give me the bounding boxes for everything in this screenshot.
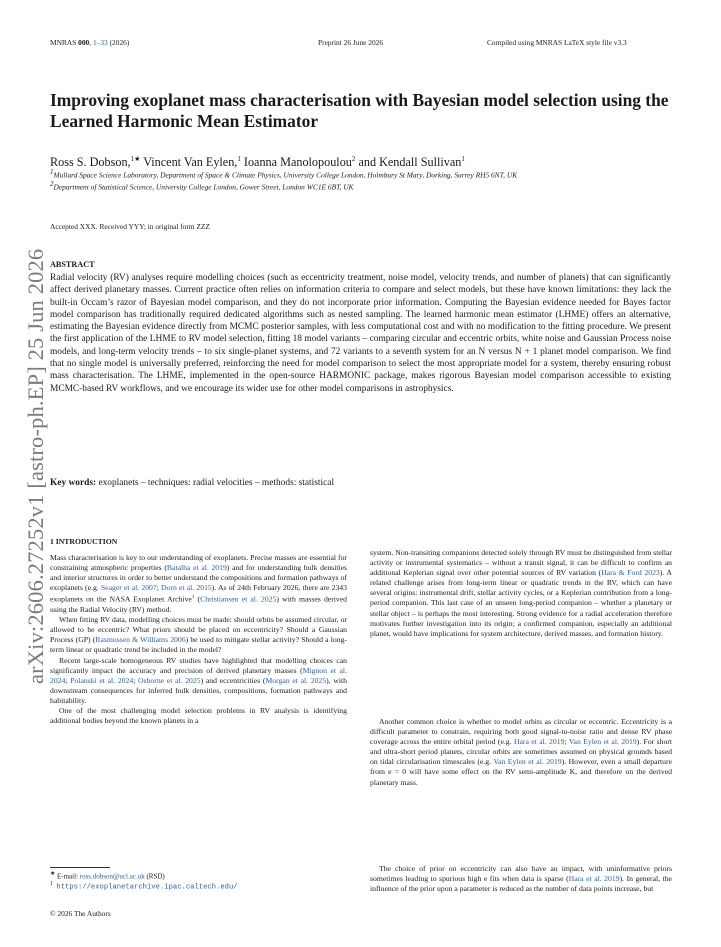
footnote-number: 1 — [50, 881, 53, 887]
citation-link[interactable]: Dorn et al. 2015 — [161, 583, 212, 593]
keywords — [50, 477, 334, 489]
journal-volume: 000 — [78, 38, 90, 47]
footnote-email: ★ E-mail: ross.dobson@ucl.ac.uk (RSD) — [50, 871, 165, 881]
star-mark: ★ — [50, 871, 56, 877]
paper-title: Improving exoplanet mass characterisation with Bayesian model selection using the Learned Harmonic Mean Estimator — [50, 90, 669, 131]
author-affil-mark: 2 — [351, 155, 356, 163]
right-column-p3 — [370, 864, 672, 894]
affiliation-1: $^1$Mullard Space Science Laboratory, Department of Space & Climate Physics, University College London, Holmbury St Mary, Dorking, Surrey RH5 6NT, UK — [50, 168, 518, 180]
journal-name: MNRAS — [50, 38, 77, 47]
citation-link[interactable]: Hara et al. 2019 — [568, 874, 620, 884]
preprint-date: Preprint 26 June 2026 — [318, 38, 384, 47]
footnote-rule — [50, 867, 110, 868]
author-name: Vincent Van Eylen, — [140, 155, 238, 170]
paragraph: system. Non-transiting companions detected solely through RV must be distinguished from stellar activity or instrumental systematics – without a transit signal, it can be difficult to confirm an additional Keplerian signal over other potential sources of RV variation (Hara & Ford 2023). A related challenge arises from long-term linear or quadratic trends in the RV, which can have several origins: instrumental drift, stellar activity cycles, or a Keplerian contribution from a long-period companion. This last case of an unseen long-period companion – whether a planetary or stellar object – is perhaps the most interesting. Strong evidence for a radial acceleration therefore motivates further investigation into its origin; a confirmed companion, especially an additional planet, would have implications for system architecture, derived masses, and formation history. — [370, 548, 672, 638]
section-heading-introduction: 1 INTRODUCTION — [50, 537, 118, 546]
abstract-heading: ABSTRACT — [50, 260, 95, 269]
author-list — [50, 152, 465, 169]
compiled-note: Compiled using MNRAS LaTeX style file v3.3 — [487, 38, 627, 47]
affiliations — [50, 168, 680, 193]
author-affil-mark: 1 — [237, 155, 241, 163]
journal-reference: MNRAS 000, 1–33 (2026) — [50, 38, 130, 47]
accepted-line: Accepted XXX. Received YYY; in original form ZZZ — [50, 222, 210, 231]
arxiv-stamp: arXiv:2606.27252v1 [astro-ph.EP] 25 Jun 2026 — [23, 248, 48, 684]
citation-link[interactable]: Morgan et al. 2025 — [265, 675, 327, 685]
copyright-notice: © 2026 The Authors — [50, 909, 111, 918]
footnote-url — [50, 880, 238, 892]
citation-link[interactable]: Rasmussen & Williams 2006 — [95, 635, 186, 645]
email-link[interactable]: ross.dobson@ucl.ac.uk — [79, 872, 145, 881]
paragraph: Mass characterisation is key to our understanding of exoplanets. Precise masses are essential for constraining atmospheric properties (Batalha et al. 2019) and for understanding bulk densities and interior structures in order to better understand the compositions and formation pathways of exoplanets (e.g. Seager et al. 2007; Dorn et al. 2015). As of 24th February 2026, there are 2343 exoplanets on the NASA Exoplanet Archive$^1$ (Christiansen et al. 2025) with masses derived using the Radial Velocity (RV) method. — [50, 553, 347, 615]
citation-link[interactable]: Osborne et al. 2025 — [138, 675, 201, 685]
citation-link[interactable]: Batalha et al. 2019 — [166, 563, 227, 573]
citation-link[interactable]: Hara et al. 2019 — [513, 737, 565, 747]
citation-link[interactable]: Van Eylen et al. 2019 — [493, 757, 562, 767]
citation-link[interactable]: Mignon et al. 2024 — [50, 665, 347, 685]
page-range-link[interactable]: 1–33 — [92, 38, 108, 47]
citation-link[interactable]: Polanski et al. 2024 — [70, 675, 134, 685]
author-affil-mark: 1★ — [130, 155, 141, 163]
paragraph: Another common choice is whether to model orbits as circular or eccentric. Eccentricity is a difficult parameter to constrain, requiring both good signal-to-noise ratio and dense RV phase coverage across the entire orbital period (e.g. Hara et al. 2019; Van Eylen et al. 2019). For short and ultra-short period planets, circular orbits are sometimes assumed on physical grounds based on tidal circularisation timescales (e.g. Van Eylen et al. 2019). However, even a small departure from e = 0 will have some effect on the RV semi-amplitude K, and therefore on the derived planetary mass. — [370, 717, 673, 787]
archive-url-link[interactable]: https://exoplanetarchive.ipac.caltech.edu/ — [56, 883, 238, 892]
citation-link[interactable]: Christiansen et al. 2025 — [200, 594, 277, 604]
author-name: Ross S. Dobson, — [50, 155, 131, 170]
paragraph: The choice of prior on eccentricity can also have an impact, with uninformative priors sometimes leading to spurious high e fits when data is sparse (Hara et al. 2019). In general, the influence of the prior upon a parameter is reduced as the number of data points increase, but — [370, 864, 672, 894]
footnote-mark: 1 — [191, 595, 195, 601]
journal-year: (2026) — [109, 38, 130, 47]
right-column-p1 — [370, 548, 672, 639]
keywords-label: Key words: — [50, 478, 97, 488]
citation-link[interactable]: Seager et al. 2007 — [100, 583, 157, 593]
affiliation-2: $^2$Department of Statistical Science, University College London, Gower Street, London WC1E 6BT, UK — [50, 180, 354, 192]
author-name: and Kendall Sullivan — [355, 155, 462, 170]
left-column — [50, 553, 347, 726]
author-affil-mark: 1 — [461, 155, 465, 163]
paragraph: When fitting RV data, modelling choices must be made: should orbits be assumed circular, or allowed to be eccentric? What priors should be placed on eccentricity? Should a Gaussian Process (GP) (Rasmussen & Williams 2006) be used to mitigate stellar activity? Should a long-term linear or quadratic trend be included in the model? — [50, 615, 347, 655]
author-name: Ioanna Manolopoulou — [240, 155, 352, 170]
paragraph: Recent large-scale homogeneous RV studies have highlighted that modelling choices can significantly impact the accuracy and precision of derived planetary masses (Mignon et al. 2024; Polanski et al. 2024; Osborne et al. 2025) and eccentricities (Morgan et al. 2025), with downstream consequences for inferred bulk densities, compositions, formation pathways and habitability. — [50, 655, 348, 705]
citation-link[interactable]: Hara & Ford 2023 — [601, 568, 660, 578]
citation-link[interactable]: Van Eylen et al. 2019 — [568, 737, 637, 747]
right-column-p2 — [370, 717, 672, 788]
abstract-text: Radial velocity (RV) analyses require modelling choices (such as eccentricity treatment, noise model, velocity trends, and number of planets) that can significantly affect derived planetary masses. Current practice often relies on information criteria to compare and select models, but these have known limitations: they lack the built-in Occam’s razor of Bayesian model comparison, and they do not incorporate prior information. Computing the Bayesian evidence needed for Bayes factor model comparison has traditionally required dedicated algorithms such as nested sampling. The learned harmonic mean estimator (LHME) offers an alternative, estimating the Bayesian evidence directly from MCMC posterior samples, with less computational cost and with no modification to the fitting procedure. We present the first application of the LHME to RV model selection, fitting 18 model variants – comparing circular and eccentric orbits, white noise and Gaussian Process noise models, and long-term velocity trends – to six single-planet systems, and 72 variants to a seventh system for an N versus N + 1 planet model comparison. We find that no single model is universally preferred, reinforcing the need for model comparison to select the most appropriate model for a system, thereby ensuring robust mass characterisation. The LHME, implemented in the open-source HARMONIC package, makes rigorous Bayesian model comparison accessible to existing MCMC-based RV workflows, and we encourage its wider use for other model comparisons in astrophysics. — [50, 273, 671, 394]
paragraph: One of the most challenging model selection problems in RV analysis is identifying additional bodies beyond the known planets in a — [50, 705, 347, 726]
keywords-list: exoplanets – techniques: radial velocities – methods: statistical — [98, 478, 335, 488]
